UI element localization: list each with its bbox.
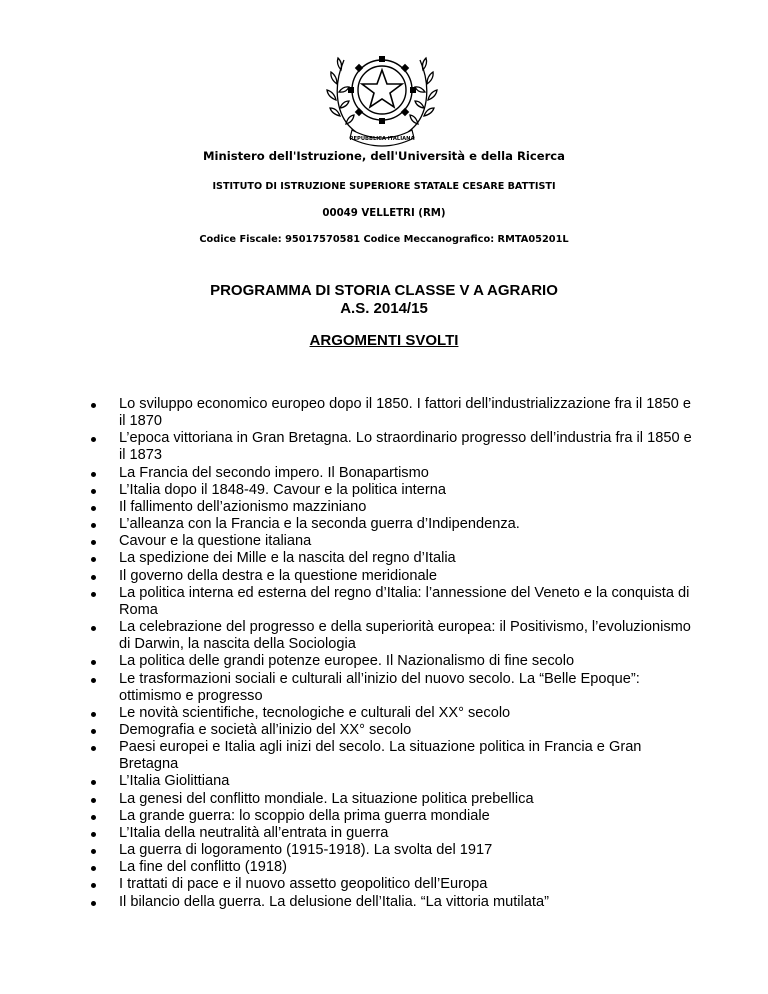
topic-text: La politica interna ed esterna del regno d’Italia: l’annessione del Veneto e la conquista di Roma [119, 584, 690, 618]
list-item [91, 808, 701, 825]
topic-text: Le novità scientifiche, tecnologiche e culturali del XX° secolo [119, 704, 511, 721]
list-item [91, 516, 701, 533]
list-item [91, 568, 701, 585]
bullet-icon [91, 712, 96, 717]
list-item [91, 791, 701, 808]
list-item [91, 430, 701, 464]
bullet-icon [91, 575, 96, 580]
bullet-icon [91, 403, 96, 408]
bullet-icon [91, 729, 96, 734]
list-item [91, 859, 701, 876]
bullet-icon [91, 849, 96, 854]
list-item [91, 533, 701, 550]
list-item [91, 722, 701, 739]
list-item [91, 550, 701, 567]
topic-text: La genesi del conflitto mondiale. La situazione politica prebellica [119, 790, 534, 807]
list-item [91, 653, 701, 670]
bullet-icon [91, 437, 96, 442]
topic-text: L’Italia Giolittiana [119, 773, 230, 790]
list-item [91, 842, 701, 859]
list-item [91, 876, 701, 893]
bullet-icon [91, 506, 96, 511]
topic-text: Il governo della destra e la questione meridionale [119, 567, 438, 584]
section-heading [0, 332, 768, 349]
bullet-icon [91, 660, 96, 665]
ministry-name: Ministero dell'Istruzione, dell'Università e della Ricerca [202, 149, 566, 163]
bullet-icon [91, 592, 96, 597]
topic-text: Paesi europei e Italia agli inizi del secolo. La situazione politica in Francia e Gran Bretagna [119, 739, 642, 773]
bullet-icon [91, 489, 96, 494]
topic-text: Il fallimento dell’azionismo mazziniano [119, 498, 367, 515]
topics-list [91, 396, 701, 911]
topic-text: L’alleanza con la Francia e la seconda guerra d’Indipendenza. [119, 516, 520, 533]
list-item [91, 396, 701, 430]
list-item [91, 465, 701, 482]
topic-text: Il bilancio della guerra. La delusione dell’Italia. “La vittoria mutilata” [119, 893, 549, 910]
list-item [91, 739, 701, 773]
bullet-icon [91, 866, 96, 871]
repubblica-italiana-emblem-icon [326, 38, 438, 148]
bullet-icon [91, 746, 96, 751]
list-item [91, 585, 701, 619]
topic-text: L’Italia della neutralità all’entrata in guerra [119, 824, 389, 841]
bullet-icon [91, 523, 96, 528]
topic-text: La Francia del secondo impero. Il Bonapartismo [119, 464, 429, 481]
topic-text: La spedizione dei Mille e la nascita del regno d’Italia [119, 550, 456, 567]
institute-codes: Codice Fiscale: 95017570581 Codice Meccanografico: RMTA05201L [199, 234, 569, 245]
topic-text: Lo sviluppo economico europeo dopo il 1850. I fattori dell’industrializzazione fra il 1850 e il 1870 [119, 396, 691, 430]
list-item [91, 619, 701, 653]
section-heading-text: ARGOMENTI SVOLTI [309, 332, 459, 349]
institute-name: ISTITUTO DI ISTRUZIONE SUPERIORE STATALE CESARE BATTISTI [212, 181, 556, 192]
bullet-icon [91, 540, 96, 545]
topic-text: La fine del conflitto (1918) [119, 859, 287, 876]
list-item [91, 825, 701, 842]
topic-text: I trattati di pace e il nuovo assetto geopolitico dell’Europa [119, 876, 488, 893]
list-item [91, 482, 701, 499]
institute-city: 00049 VELLETRI (RM) [322, 208, 446, 219]
topic-text: Le trasformazioni sociali e culturali all’inizio del nuovo secolo. La “Belle Epoque”: ottimismo e progresso [119, 670, 640, 704]
bullet-icon [91, 883, 96, 888]
bullet-icon [91, 472, 96, 477]
program-title: PROGRAMMA DI STORIA CLASSE V A AGRARIO [210, 282, 558, 299]
bullet-icon [91, 678, 96, 683]
list-item [91, 671, 701, 705]
bullet-icon [91, 557, 96, 562]
emblem-ribbon-text: REPUBBLICA ITALIANA [349, 136, 415, 142]
topic-text: La celebrazione del progresso e della superiorità europea: il Positivismo, l’evoluzionismo di Darwin, la nascita della Sociologia [119, 619, 691, 653]
topic-text: Demografia e società all’inizio del XX° secolo [119, 721, 412, 738]
bullet-icon [91, 832, 96, 837]
topic-text: L’Italia dopo il 1848-49. Cavour e la politica interna [119, 481, 446, 498]
bullet-icon [91, 626, 96, 631]
list-item [91, 705, 701, 722]
topic-text: Cavour e la questione italiana [119, 533, 312, 550]
list-item [91, 499, 701, 516]
topic-text: L’epoca vittoriana in Gran Bretagna. Lo straordinario progresso dell’industria fra il 1850 e il 1873 [119, 430, 692, 464]
bullet-icon [91, 901, 96, 906]
topic-text: La grande guerra: lo scoppio della prima guerra mondiale [119, 807, 490, 824]
bullet-icon [91, 780, 96, 785]
list-item [91, 773, 701, 790]
list-item [91, 894, 701, 911]
topic-text: La guerra di logoramento (1915-1918). La svolta del 1917 [119, 842, 493, 859]
bullet-icon [91, 798, 96, 803]
bullet-icon [91, 815, 96, 820]
topic-text: La politica delle grandi potenze europee. Il Nazionalismo di fine secolo [119, 653, 575, 670]
school-year: A.S. 2014/15 [340, 300, 428, 317]
